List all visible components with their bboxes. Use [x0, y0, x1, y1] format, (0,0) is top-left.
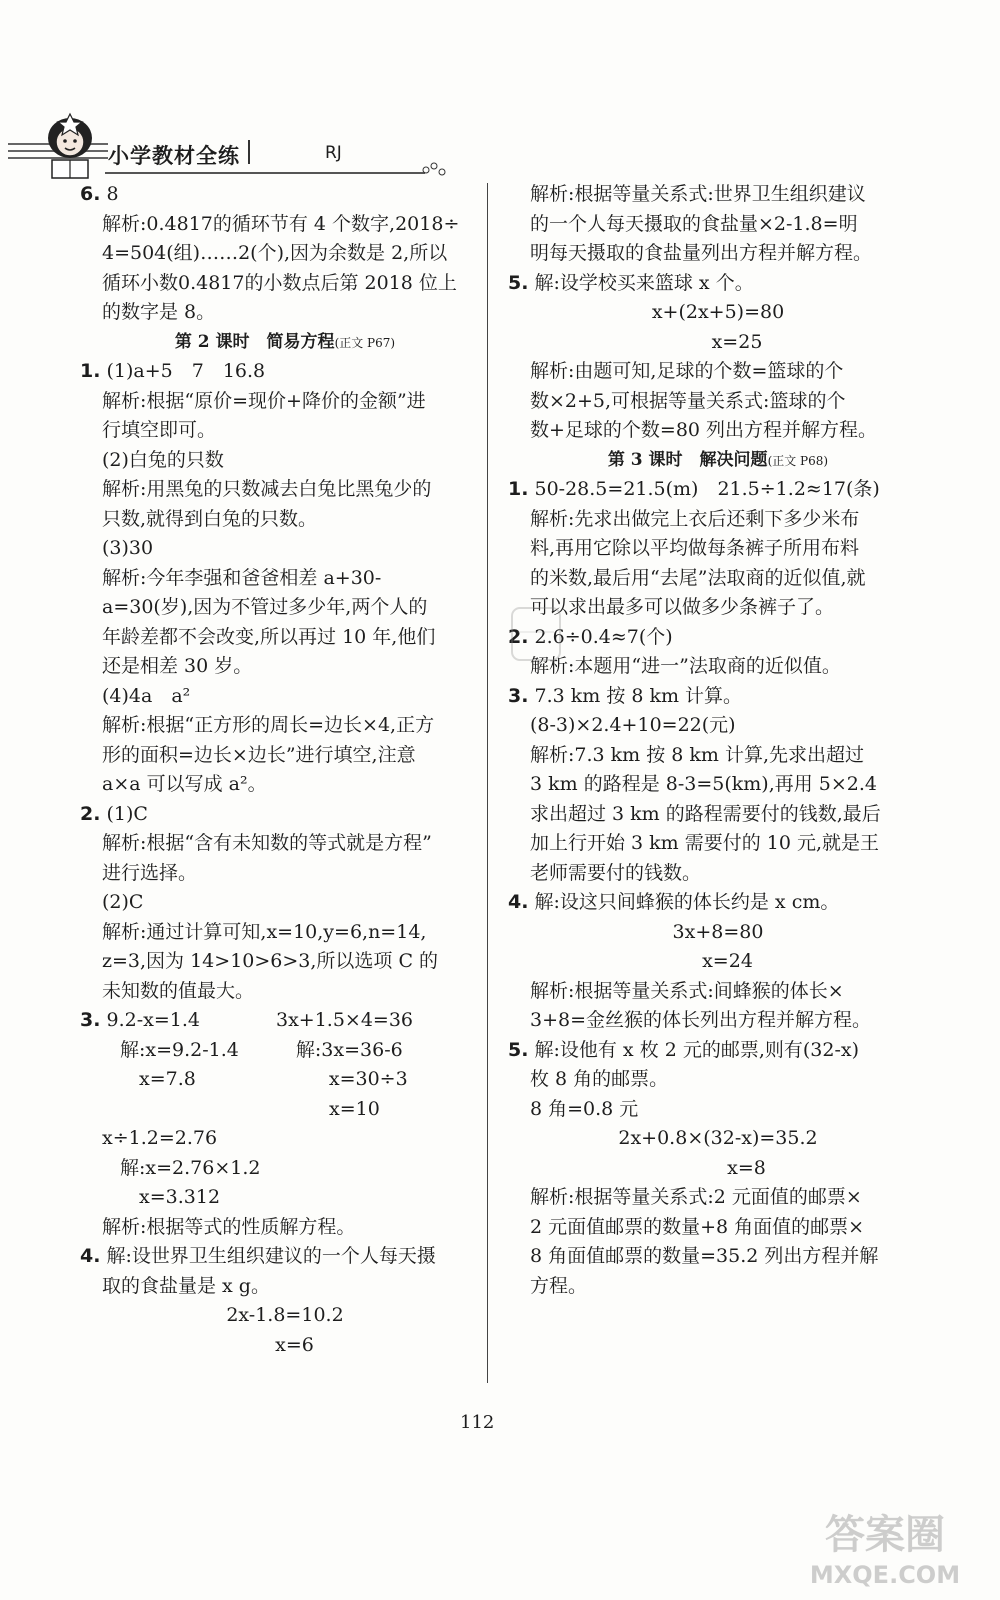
text-line: 4=504(组)……2(个),因为余数是 2,所以 — [102, 242, 448, 264]
header-separator — [248, 140, 250, 164]
question-number: 2. — [80, 802, 101, 825]
text-line: 明每天摄取的食盐量列出方程并解方程。 — [530, 242, 873, 264]
text-line: 3 km 的路程是 8-3=5(km),再用 5×2.4 — [530, 773, 878, 795]
page-number: 112 — [460, 1412, 495, 1433]
text-line: (3)30 — [102, 537, 154, 559]
text-line: 料,再用它除以平均做每条裤子所用布料 — [530, 537, 860, 559]
section-title: 第 3 课时 解决问题 — [607, 449, 768, 470]
text-line: 解析:7.3 km 按 8 km 计算,先求出超过 — [530, 743, 865, 766]
text-line: z=3,因为 14>10>6>3,所以选项 C 的 — [102, 950, 439, 972]
question-line — [80, 800, 490, 830]
section-heading — [80, 328, 490, 358]
question-number: 6. — [80, 183, 101, 205]
text-line: 数+足球的个数=80 列出方程并解方程。 — [530, 419, 878, 441]
question-number: 5. — [508, 271, 529, 294]
question-number: 5. — [508, 1038, 529, 1061]
stamp-mark — [508, 602, 564, 666]
text-line: 解析:由题可知,足球的个数=篮球的个 — [530, 360, 844, 382]
question-number: 4. — [80, 1245, 101, 1267]
question-text: 50-28.5=21.5(m) 21.5÷1.2≈17(条) — [528, 478, 880, 500]
question-text: 2.6÷0.4≈7(个) — [528, 625, 673, 648]
text-line: 解析:根据“正方形的周长=边长×4,正方 — [102, 714, 435, 736]
text-line: a×a 可以写成 a²。 — [102, 773, 267, 795]
question-text: 解:设他有 x 枚 2 元的邮票,则有(32-x) — [528, 1038, 860, 1061]
text-line: 解析:根据“含有未知数的等式就是方程” — [102, 832, 432, 854]
question-number: 1. — [508, 478, 529, 500]
question-number: 1. — [80, 360, 101, 382]
question-line — [80, 1242, 490, 1272]
text-line: 解析:根据等量关系式:2 元面值的邮票× — [530, 1186, 862, 1208]
text-line: a=30(岁),因为不管过多少年,两个人的 — [102, 596, 428, 618]
text-line: 解析:根据等量关系式:世界卫生组织建议 — [530, 183, 866, 205]
question-text: 解:设学校买来篮球 x 个。 — [528, 271, 754, 294]
text-line: (2)白兔的只数 — [102, 448, 224, 471]
text-line: x=10 — [120, 1097, 380, 1120]
question-text: 8 — [100, 183, 119, 205]
text-line: 枚 8 角的邮票。 — [530, 1068, 669, 1090]
text-line: 8 角=0.8 元 — [530, 1097, 639, 1120]
text-line: 解析:用黑兔的只数减去白兔比黑兔少的 — [102, 478, 432, 500]
text-line: 2 元面值邮票的数量+8 角面值的邮票× — [530, 1215, 865, 1238]
question-text: 9.2-x=1.4 3x+1.5×4=36 — [100, 1009, 414, 1031]
question-line — [80, 1006, 490, 1036]
question-line — [508, 1036, 928, 1066]
question-number: 3. — [80, 1009, 101, 1031]
text-line: 求出超过 3 km 的路程需要付的钱数,最后 — [530, 802, 881, 825]
question-line — [80, 357, 490, 387]
text-line: 年龄差都不会改变,所以再过 10 年,他们 — [102, 625, 436, 648]
book-title: 小学教材全练 — [108, 144, 240, 168]
text-line: 解析:根据“原价=现价+降价的金额”进 — [102, 389, 426, 412]
question-text: 解:设这只间蜂猴的体长约是 x cm。 — [528, 891, 840, 913]
equation-line: x=6 — [256, 1333, 314, 1356]
left-column — [80, 180, 490, 1360]
text-line: 解析:根据等式的性质解方程。 — [102, 1215, 356, 1238]
header-rule — [105, 172, 425, 174]
equation-line: 3x+8=80 — [672, 920, 764, 943]
text-line: 解析:0.4817的循环节有 4 个数字,2018÷ — [102, 212, 460, 235]
question-line — [80, 180, 490, 210]
text-line: 还是相差 30 岁。 — [102, 655, 253, 677]
equation-line: 2x-1.8=10.2 — [226, 1304, 344, 1326]
text-line: 解:x=9.2-1.4 解:3x=36-6 — [120, 1038, 403, 1061]
question-line — [508, 888, 928, 918]
text-line: 加上行开始 3 km 需要付的 10 元,就是王 — [530, 832, 880, 854]
section-page-ref: (正文 P67) — [334, 335, 396, 350]
section-title: 第 2 课时 简易方程 — [174, 331, 335, 352]
text-line: x=7.8 x=30÷3 — [120, 1068, 408, 1090]
section-heading — [508, 446, 928, 476]
text-line: (2)C — [102, 891, 144, 913]
question-number: 3. — [508, 684, 529, 707]
text-line: 解析:通过计算可知,x=10,y=6,n=14, — [102, 920, 427, 943]
edition-label: RJ — [325, 143, 342, 163]
equation-line: x+(2x+5)=80 — [651, 301, 785, 323]
question-text: 7.3 km 按 8 km 计算。 — [528, 684, 743, 707]
equation-line: x=25 — [673, 330, 763, 353]
text-line: (8-3)×2.4+10=22(元) — [530, 714, 736, 736]
section-page-ref: (正文 P68) — [767, 453, 829, 468]
text-line: 形的面积=边长×边长”进行填空,注意 — [102, 743, 416, 766]
text-line: 数×2+5,可根据等量关系式:篮球的个 — [530, 389, 846, 412]
right-column — [508, 180, 928, 1301]
text-line: 的米数,最后用“去尾”法取商的近似值,就 — [530, 566, 866, 589]
column-divider — [487, 183, 488, 1383]
equation-line: x=8 — [670, 1156, 766, 1179]
mascot-girl-icon — [30, 108, 110, 183]
text-line: 解析:根据等量关系式:间蜂猴的体长× — [530, 979, 844, 1002]
equation-line: 2x+0.8×(32-x)=35.2 — [618, 1127, 818, 1149]
text-line: x÷1.2=2.76 — [102, 1127, 218, 1149]
text-line: 8 角面值邮票的数量=35.2 列出方程并解 — [530, 1245, 879, 1267]
equation-line: x=24 — [683, 950, 753, 972]
watermark-text: 答案圈 — [825, 1512, 945, 1558]
text-line: 取的食盐量是 x g。 — [102, 1274, 270, 1297]
question-text: (1)a+5 7 16.8 — [100, 360, 266, 382]
question-line — [508, 623, 928, 653]
question-number: 4. — [508, 891, 529, 913]
question-number: 2. — [508, 625, 529, 648]
header-dots-icon — [420, 158, 450, 178]
text-line: 行填空即可。 — [102, 419, 217, 441]
text-line: 方程。 — [530, 1274, 588, 1297]
text-line: (4)4a a² — [102, 684, 191, 707]
text-line: x=3.312 — [120, 1186, 221, 1208]
text-line: 可以求出最多可以做多少条裤子了。 — [530, 596, 835, 618]
question-line — [508, 269, 928, 299]
text-line: 解析:今年李强和爸爸相差 a+30- — [102, 566, 382, 589]
watermark-logo — [785, 1498, 985, 1593]
question-text: 解:设世界卫生组织建议的一个人每天摄 — [100, 1245, 436, 1267]
text-line: 解析:先求出做完上衣后还剩下多少米布 — [530, 507, 860, 530]
text-line: 只数,就得到白兔的只数。 — [102, 507, 318, 530]
text-line: 的一个人每天摄取的食盐量×2-1.8=明 — [530, 212, 858, 235]
question-line — [508, 682, 928, 712]
text-line: 老师需要付的钱数。 — [530, 861, 702, 884]
text-line: 未知数的值最大。 — [102, 979, 255, 1002]
question-text: (1)C — [100, 802, 148, 825]
text-line: 的数字是 8。 — [102, 301, 216, 323]
text-line: 解:x=2.76×1.2 — [120, 1156, 261, 1179]
text-line: 3+8=金丝猴的体长列出方程并解方程。 — [530, 1009, 872, 1031]
question-line — [508, 475, 928, 505]
text-line: 进行选择。 — [102, 861, 198, 884]
watermark-url: MXQE.COM — [809, 1561, 961, 1589]
text-line: 解析:本题用“进一”法取商的近似值。 — [530, 655, 841, 677]
text-line: 循环小数0.4817的小数点后第 2018 位上 — [102, 271, 457, 294]
